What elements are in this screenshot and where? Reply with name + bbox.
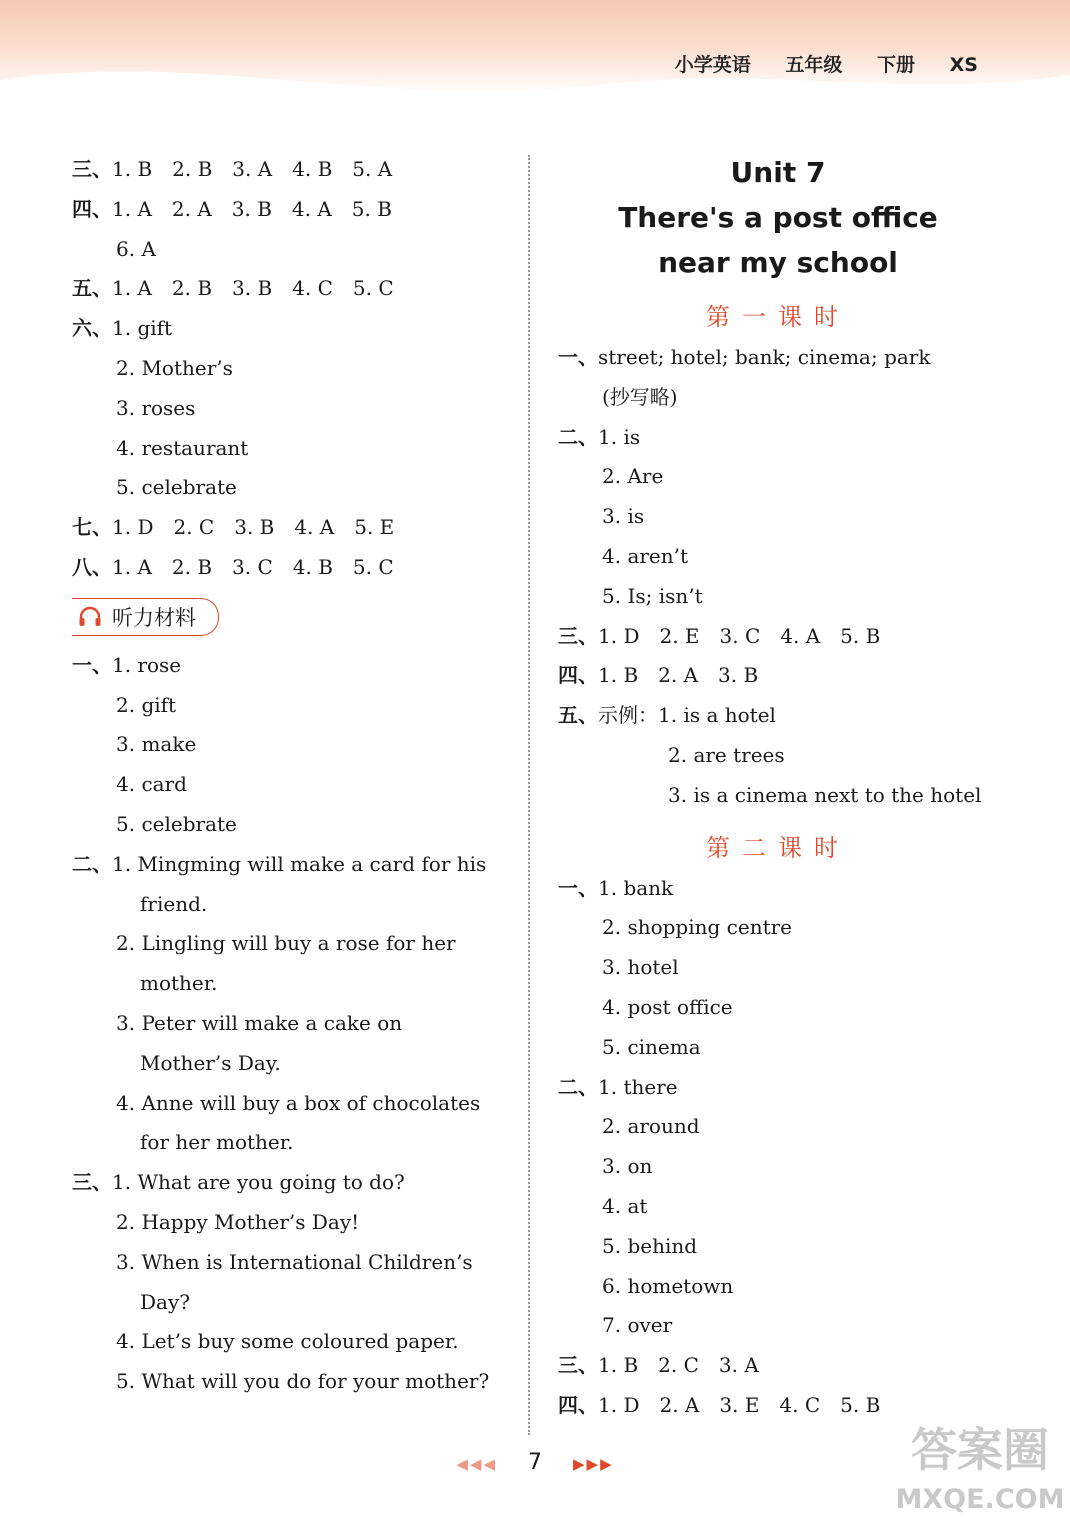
section-marker: 三、	[72, 1170, 112, 1195]
section-marker: 三、	[72, 157, 112, 181]
answer-text: 3. Peter will make a cake on	[116, 1010, 403, 1035]
headphones-icon	[78, 606, 102, 628]
section-marker: 五、	[558, 703, 598, 728]
section-marker: 七、	[72, 515, 112, 540]
answer-line	[558, 1187, 998, 1227]
answer-text: 1. bank	[598, 875, 674, 900]
answer-line	[558, 776, 998, 816]
listening-material-block	[72, 646, 502, 1402]
section-marker: 一、	[558, 345, 598, 369]
answer-text: 1. is	[598, 424, 641, 449]
answer-text: 7. over	[602, 1313, 673, 1338]
answer-text: friend.	[140, 891, 208, 916]
answer-text: 1. D 2. E 3. C 4. A 5. B	[598, 623, 881, 648]
unit-title-line2: There's a post office	[618, 201, 938, 234]
answer-text: 1. A 2. B 3. B 4. C 5. C	[112, 276, 394, 301]
watermark	[890, 1420, 1070, 1536]
answer-line	[558, 869, 998, 909]
section-marker: 五、	[72, 276, 112, 301]
section-marker: 一、	[558, 875, 598, 900]
section-marker: 四、	[558, 663, 598, 688]
answer-text: 4. Let’s buy some coloured paper.	[116, 1329, 459, 1354]
answer-line	[72, 765, 502, 805]
answer-text: 5. celebrate	[116, 811, 237, 836]
answer-text: 1. A 2. B 3. C 4. B 5. C	[112, 554, 394, 579]
answer-text: 1. What are you going to do?	[112, 1170, 405, 1195]
answer-text: 5. celebrate	[116, 475, 237, 500]
lesson2-heading: 第二课时	[706, 833, 850, 862]
lesson1-answers	[558, 338, 998, 816]
answer-text: 3. is	[602, 504, 645, 529]
answer-line	[72, 1362, 502, 1402]
answer-line	[558, 338, 998, 378]
answer-text: 3. on	[602, 1154, 653, 1179]
section-marker: 二、	[72, 851, 112, 876]
answer-line	[558, 1306, 998, 1346]
answer-text: mother.	[140, 971, 218, 996]
answer-text: 2. Mother’s	[116, 355, 233, 380]
answer-text: 5. Is; isn’t	[602, 583, 703, 608]
answer-text: 5. cinema	[602, 1034, 701, 1059]
answer-text: 1. A 2. A 3. B 4. A 5. B	[112, 196, 392, 221]
answer-text: 1. D 2. C 3. B 4. A 5. E	[112, 515, 395, 540]
header-info	[657, 50, 978, 77]
answer-text: 2. are trees	[668, 742, 785, 767]
section-marker: 三、	[558, 623, 598, 648]
answer-line	[558, 378, 998, 418]
answer-line	[72, 1044, 502, 1084]
answer-text: 3. hotel	[602, 955, 679, 980]
answer-line	[558, 577, 998, 617]
answer-text: 6. A	[116, 236, 156, 261]
unit-title	[558, 150, 998, 285]
answer-line	[72, 1123, 502, 1163]
left-column	[72, 150, 502, 1402]
answer-text: 1. B 2. C 3. A	[598, 1353, 759, 1378]
answer-text: 3. roses	[116, 395, 196, 420]
answer-text: (抄写略)	[602, 384, 678, 409]
answer-text: 1. there	[598, 1074, 678, 1099]
section-marker: 四、	[558, 1392, 598, 1417]
answer-line	[72, 845, 502, 885]
section-marker: 二、	[558, 1074, 598, 1099]
answer-text: for her mother.	[140, 1130, 294, 1155]
watermark-line2: MXQE.COM	[895, 1484, 1065, 1515]
answer-line	[558, 1267, 998, 1307]
answer-text: 6. hometown	[602, 1273, 734, 1298]
column-divider	[528, 155, 530, 1435]
answer-line	[558, 497, 998, 537]
answer-line	[72, 1203, 502, 1243]
answer-text: Mother’s Day.	[140, 1050, 281, 1075]
answer-text: 4. Anne will buy a box of chocolates	[116, 1090, 481, 1115]
unit-title-line1: Unit 7	[730, 156, 826, 189]
answer-text: 示例：1. is a hotel	[598, 703, 776, 728]
answer-line	[558, 1028, 998, 1068]
answer-line	[72, 805, 502, 845]
answer-line	[72, 686, 502, 726]
answer-line	[558, 418, 998, 458]
answer-line	[72, 389, 502, 429]
answer-line	[72, 885, 502, 925]
answer-line	[72, 646, 502, 686]
answer-line	[72, 468, 502, 508]
lesson1-heading: 第一课时	[706, 303, 850, 331]
answer-line	[72, 725, 502, 765]
answer-line	[72, 309, 502, 349]
answer-text: 1. D 2. A 3. E 4. C 5. B	[598, 1392, 881, 1417]
answer-text: 1. B 2. B 3. A 4. B 5. A	[112, 157, 393, 181]
section-marker: 四、	[72, 196, 112, 221]
answer-text: 3. make	[116, 732, 197, 757]
listening-label-tag	[72, 598, 219, 636]
answer-line	[558, 988, 998, 1028]
answer-text: Day?	[140, 1289, 190, 1314]
answer-line	[72, 1322, 502, 1362]
answer-line	[558, 656, 998, 696]
answer-text: 4. at	[602, 1193, 648, 1218]
answer-text: 4. card	[116, 772, 187, 797]
section-marker: 三、	[558, 1353, 598, 1378]
answer-line	[72, 1163, 502, 1203]
answer-block-top	[72, 150, 502, 588]
answer-line	[558, 736, 998, 776]
answer-line	[72, 150, 502, 190]
section-marker: 一、	[72, 652, 112, 677]
answer-text: 1. gift	[112, 316, 173, 341]
section-marker: 二、	[558, 424, 598, 449]
answer-line	[558, 617, 998, 657]
answer-text: 2. around	[602, 1114, 700, 1139]
answer-text: 4. aren’t	[602, 543, 689, 568]
answer-text: 1. rose	[112, 652, 182, 677]
answer-line	[558, 1227, 998, 1267]
answer-text: 2. shopping centre	[602, 915, 793, 940]
header-subject: 小学英语	[674, 54, 751, 76]
answer-line	[72, 190, 502, 230]
answer-line	[72, 269, 502, 309]
answer-text: 4. restaurant	[116, 435, 249, 460]
answer-text: 1. B 2. A 3. B	[598, 663, 759, 688]
answer-line	[72, 1243, 502, 1283]
right-column	[558, 150, 998, 1426]
header-volume: 下册	[877, 54, 916, 76]
answer-line	[558, 537, 998, 577]
answer-text: 2. gift	[116, 692, 177, 717]
answer-line	[558, 1068, 998, 1108]
answer-line	[558, 1107, 998, 1147]
answer-line	[72, 1084, 502, 1124]
answer-line	[72, 964, 502, 1004]
prev-arrows-icon: ◀◀◀	[456, 1455, 497, 1473]
section-marker: 六、	[72, 316, 112, 341]
answer-line	[72, 1283, 502, 1323]
answer-text: street; hotel; bank; cinema; park	[598, 345, 931, 369]
answer-line	[558, 457, 998, 497]
page-number: 7	[528, 1450, 542, 1475]
answer-line	[72, 349, 502, 389]
lesson2-answers	[558, 869, 998, 1426]
answer-text: 3. is a cinema next to the hotel	[668, 782, 982, 807]
answer-line	[558, 948, 998, 988]
answer-text: 3. When is International Children’s	[116, 1249, 473, 1274]
unit-title-line3: near my school	[658, 246, 898, 279]
answer-line	[72, 429, 502, 469]
section-marker: 八、	[72, 554, 112, 579]
answer-line	[72, 1004, 502, 1044]
watermark-line1: 答案圈	[911, 1423, 1049, 1477]
answer-text: 4. post office	[602, 994, 733, 1019]
header-grade: 五年级	[785, 54, 843, 76]
answer-line	[558, 1147, 998, 1187]
header-edition: XS	[949, 54, 978, 76]
listening-label: 听力材料	[112, 605, 196, 630]
answer-line	[558, 908, 998, 948]
answer-text: 2. Are	[602, 464, 664, 489]
answer-line	[72, 924, 502, 964]
answer-text: 2. Happy Mother’s Day!	[116, 1209, 360, 1234]
answer-line	[72, 230, 502, 270]
answer-text: 1. Mingming will make a card for his	[112, 851, 487, 876]
answer-text: 5. What will you do for your mother?	[116, 1369, 490, 1394]
answer-text: 5. behind	[602, 1233, 698, 1258]
answer-line	[72, 508, 502, 548]
answer-line	[72, 548, 502, 588]
next-arrows-icon: ▶▶▶	[573, 1455, 614, 1473]
answer-line	[558, 1346, 998, 1386]
answer-text: 2. Lingling will buy a rose for her	[116, 931, 456, 956]
answer-line	[558, 696, 998, 736]
